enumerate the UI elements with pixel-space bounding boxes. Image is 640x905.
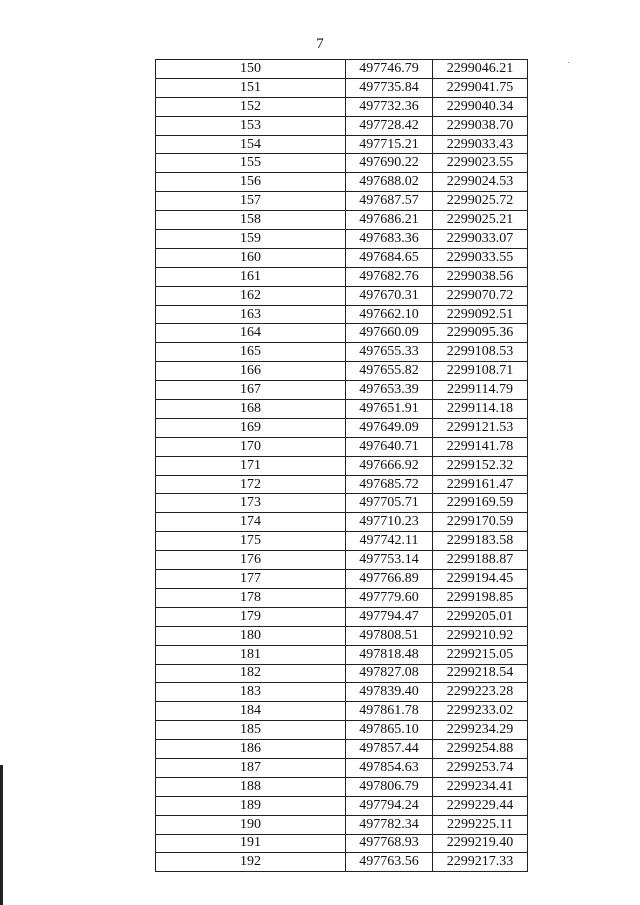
- x-coordinate-cell: 497753.14: [346, 551, 433, 570]
- x-coordinate-cell: 497818.48: [346, 645, 433, 664]
- x-coordinate-cell: 497839.40: [346, 683, 433, 702]
- x-coordinate-cell: 497666.92: [346, 456, 433, 475]
- table-row: [156, 418, 528, 437]
- x-coordinate-cell: 497660.09: [346, 324, 433, 343]
- table-row: [156, 513, 528, 532]
- point-number-cell: 187: [156, 758, 346, 777]
- y-coordinate-cell: 2299041.75: [433, 78, 528, 97]
- point-number-cell: 170: [156, 437, 346, 456]
- x-coordinate-cell: 497768.93: [346, 834, 433, 853]
- point-number-cell: 162: [156, 286, 346, 305]
- x-coordinate-cell: 497687.57: [346, 192, 433, 211]
- table-row: [156, 475, 528, 494]
- point-number-cell: 167: [156, 381, 346, 400]
- point-number-cell: 174: [156, 513, 346, 532]
- x-coordinate-cell: 497705.71: [346, 494, 433, 513]
- x-coordinate-cell: 497728.42: [346, 116, 433, 135]
- table-row: [156, 834, 528, 853]
- x-coordinate-cell: 497651.91: [346, 400, 433, 419]
- y-coordinate-cell: 2299205.01: [433, 607, 528, 626]
- table-row: [156, 702, 528, 721]
- y-coordinate-cell: 2299114.79: [433, 381, 528, 400]
- point-number-cell: 168: [156, 400, 346, 419]
- point-number-cell: 169: [156, 418, 346, 437]
- point-number-cell: 188: [156, 777, 346, 796]
- point-number-cell: 163: [156, 305, 346, 324]
- point-number-cell: 192: [156, 853, 346, 872]
- y-coordinate-cell: 2299095.36: [433, 324, 528, 343]
- point-number-cell: 184: [156, 702, 346, 721]
- point-number-cell: 171: [156, 456, 346, 475]
- y-coordinate-cell: 2299108.71: [433, 362, 528, 381]
- table-row: [156, 248, 528, 267]
- y-coordinate-cell: 2299194.45: [433, 570, 528, 589]
- point-number-cell: 166: [156, 362, 346, 381]
- point-number-cell: 153: [156, 116, 346, 135]
- table-row: [156, 97, 528, 116]
- y-coordinate-cell: 2299025.72: [433, 192, 528, 211]
- point-number-cell: 154: [156, 135, 346, 154]
- x-coordinate-cell: 497655.33: [346, 343, 433, 362]
- y-coordinate-cell: 2299038.70: [433, 116, 528, 135]
- x-coordinate-cell: 497662.10: [346, 305, 433, 324]
- y-coordinate-cell: 2299229.44: [433, 796, 528, 815]
- point-number-cell: 152: [156, 97, 346, 116]
- y-coordinate-cell: 2299121.53: [433, 418, 528, 437]
- y-coordinate-cell: 2299046.21: [433, 60, 528, 79]
- table-row: [156, 135, 528, 154]
- table-row: [156, 381, 528, 400]
- point-number-cell: 150: [156, 60, 346, 79]
- x-coordinate-cell: 497684.65: [346, 248, 433, 267]
- x-coordinate-cell: 497808.51: [346, 626, 433, 645]
- x-coordinate-cell: 497732.36: [346, 97, 433, 116]
- table-row: [156, 758, 528, 777]
- point-number-cell: 161: [156, 267, 346, 286]
- coordinates-table-body: [156, 60, 528, 872]
- table-row: [156, 211, 528, 230]
- table-row: [156, 588, 528, 607]
- point-number-cell: 164: [156, 324, 346, 343]
- y-coordinate-cell: 2299092.51: [433, 305, 528, 324]
- point-number-cell: 178: [156, 588, 346, 607]
- y-coordinate-cell: 2299198.85: [433, 588, 528, 607]
- table-row: [156, 664, 528, 683]
- x-coordinate-cell: 497763.56: [346, 853, 433, 872]
- table-row: [156, 173, 528, 192]
- y-coordinate-cell: 2299225.11: [433, 815, 528, 834]
- point-number-cell: 175: [156, 532, 346, 551]
- table-row: [156, 815, 528, 834]
- point-number-cell: 179: [156, 607, 346, 626]
- x-coordinate-cell: 497653.39: [346, 381, 433, 400]
- x-coordinate-cell: 497794.47: [346, 607, 433, 626]
- table-row: [156, 267, 528, 286]
- coordinates-table: [155, 59, 528, 872]
- table-row: [156, 154, 528, 173]
- table-row: [156, 60, 528, 79]
- table-row: [156, 78, 528, 97]
- point-number-cell: 172: [156, 475, 346, 494]
- table-row: [156, 740, 528, 759]
- point-number-cell: 182: [156, 664, 346, 683]
- point-number-cell: 151: [156, 78, 346, 97]
- x-coordinate-cell: 497857.44: [346, 740, 433, 759]
- point-number-cell: 155: [156, 154, 346, 173]
- x-coordinate-cell: 497640.71: [346, 437, 433, 456]
- y-coordinate-cell: 2299234.41: [433, 777, 528, 796]
- y-coordinate-cell: 2299170.59: [433, 513, 528, 532]
- y-coordinate-cell: 2299233.02: [433, 702, 528, 721]
- point-number-cell: 173: [156, 494, 346, 513]
- x-coordinate-cell: 497735.84: [346, 78, 433, 97]
- table-row: [156, 494, 528, 513]
- table-row: [156, 683, 528, 702]
- y-coordinate-cell: 2299234.29: [433, 721, 528, 740]
- point-number-cell: 189: [156, 796, 346, 815]
- y-coordinate-cell: 2299215.05: [433, 645, 528, 664]
- x-coordinate-cell: 497742.11: [346, 532, 433, 551]
- y-coordinate-cell: 2299038.56: [433, 267, 528, 286]
- table-row: [156, 570, 528, 589]
- x-coordinate-cell: 497782.34: [346, 815, 433, 834]
- point-number-cell: 186: [156, 740, 346, 759]
- x-coordinate-cell: 497649.09: [346, 418, 433, 437]
- x-coordinate-cell: 497685.72: [346, 475, 433, 494]
- table-row: [156, 626, 528, 645]
- scan-speck: [568, 62, 569, 63]
- x-coordinate-cell: 497865.10: [346, 721, 433, 740]
- y-coordinate-cell: 2299033.55: [433, 248, 528, 267]
- point-number-cell: 159: [156, 230, 346, 249]
- x-coordinate-cell: 497715.21: [346, 135, 433, 154]
- table-row: [156, 116, 528, 135]
- point-number-cell: 160: [156, 248, 346, 267]
- table-row: [156, 400, 528, 419]
- table-row: [156, 796, 528, 815]
- y-coordinate-cell: 2299070.72: [433, 286, 528, 305]
- y-coordinate-cell: 2299152.32: [433, 456, 528, 475]
- table-row: [156, 362, 528, 381]
- table-row: [156, 607, 528, 626]
- table-row: [156, 551, 528, 570]
- table-row: [156, 305, 528, 324]
- y-coordinate-cell: 2299025.21: [433, 211, 528, 230]
- x-coordinate-cell: 497794.24: [346, 796, 433, 815]
- x-coordinate-cell: 497710.23: [346, 513, 433, 532]
- x-coordinate-cell: 497806.79: [346, 777, 433, 796]
- point-number-cell: 180: [156, 626, 346, 645]
- y-coordinate-cell: 2299253.74: [433, 758, 528, 777]
- y-coordinate-cell: 2299188.87: [433, 551, 528, 570]
- x-coordinate-cell: 497690.22: [346, 154, 433, 173]
- point-number-cell: 156: [156, 173, 346, 192]
- y-coordinate-cell: 2299114.18: [433, 400, 528, 419]
- x-coordinate-cell: 497766.89: [346, 570, 433, 589]
- y-coordinate-cell: 2299218.54: [433, 664, 528, 683]
- y-coordinate-cell: 2299219.40: [433, 834, 528, 853]
- table-row: [156, 286, 528, 305]
- x-coordinate-cell: 497686.21: [346, 211, 433, 230]
- table-row: [156, 324, 528, 343]
- table-row: [156, 456, 528, 475]
- point-number-cell: 185: [156, 721, 346, 740]
- x-coordinate-cell: 497746.79: [346, 60, 433, 79]
- x-coordinate-cell: 497682.76: [346, 267, 433, 286]
- table-row: [156, 777, 528, 796]
- x-coordinate-cell: 497779.60: [346, 588, 433, 607]
- scan-page-edge: [0, 765, 3, 905]
- point-number-cell: 183: [156, 683, 346, 702]
- table-row: [156, 437, 528, 456]
- y-coordinate-cell: 2299254.88: [433, 740, 528, 759]
- x-coordinate-cell: 497854.63: [346, 758, 433, 777]
- y-coordinate-cell: 2299217.33: [433, 853, 528, 872]
- y-coordinate-cell: 2299223.28: [433, 683, 528, 702]
- table-row: [156, 532, 528, 551]
- point-number-cell: 165: [156, 343, 346, 362]
- x-coordinate-cell: 497683.36: [346, 230, 433, 249]
- y-coordinate-cell: 2299161.47: [433, 475, 528, 494]
- y-coordinate-cell: 2299169.59: [433, 494, 528, 513]
- point-number-cell: 177: [156, 570, 346, 589]
- y-coordinate-cell: 2299033.07: [433, 230, 528, 249]
- y-coordinate-cell: 2299024.53: [433, 173, 528, 192]
- y-coordinate-cell: 2299023.55: [433, 154, 528, 173]
- table-row: [156, 192, 528, 211]
- y-coordinate-cell: 2299141.78: [433, 437, 528, 456]
- x-coordinate-cell: 497827.08: [346, 664, 433, 683]
- point-number-cell: 191: [156, 834, 346, 853]
- point-number-cell: 157: [156, 192, 346, 211]
- x-coordinate-cell: 497655.82: [346, 362, 433, 381]
- point-number-cell: 181: [156, 645, 346, 664]
- table-row: [156, 853, 528, 872]
- y-coordinate-cell: 2299210.92: [433, 626, 528, 645]
- table-row: [156, 721, 528, 740]
- y-coordinate-cell: 2299040.34: [433, 97, 528, 116]
- x-coordinate-cell: 497688.02: [346, 173, 433, 192]
- point-number-cell: 158: [156, 211, 346, 230]
- table-row: [156, 343, 528, 362]
- point-number-cell: 190: [156, 815, 346, 834]
- point-number-cell: 176: [156, 551, 346, 570]
- y-coordinate-cell: 2299108.53: [433, 343, 528, 362]
- page-number: 7: [316, 36, 324, 52]
- y-coordinate-cell: 2299033.43: [433, 135, 528, 154]
- table-row: [156, 645, 528, 664]
- x-coordinate-cell: 497670.31: [346, 286, 433, 305]
- table-row: [156, 230, 528, 249]
- y-coordinate-cell: 2299183.58: [433, 532, 528, 551]
- x-coordinate-cell: 497861.78: [346, 702, 433, 721]
